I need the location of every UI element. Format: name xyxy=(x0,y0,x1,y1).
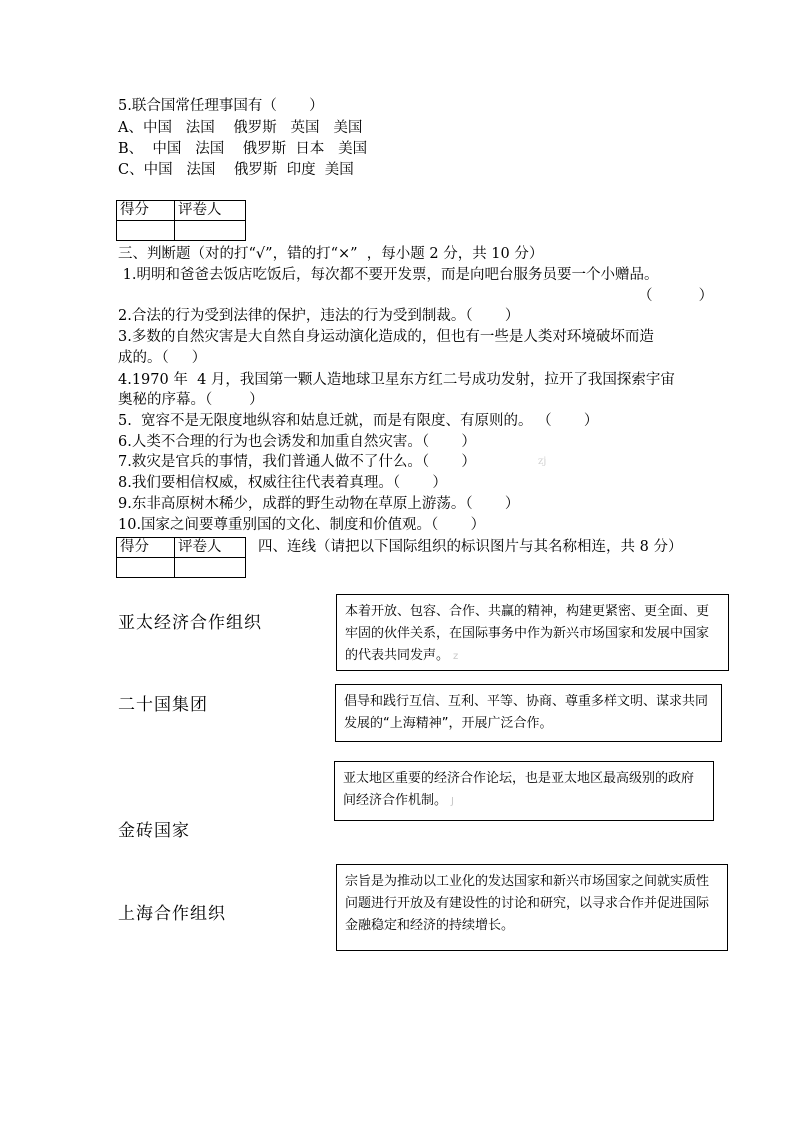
description-box-1[interactable] xyxy=(336,594,729,671)
description-mark: J xyxy=(451,796,454,807)
judge-item-1: 1.明明和爸爸去饭店吃饭后，每次都不要开发票，而是向吧台服务员要一个小赠品。 xyxy=(118,267,659,283)
q5-option-b: B、 中国 法国 俄罗斯 日本 美国 xyxy=(118,141,368,157)
description-box-3[interactable] xyxy=(334,761,714,821)
org-brics[interactable]: 金砖国家 xyxy=(118,821,190,841)
judge-item-8: 8.我们要相信权威，权威往往代表着真理。（ ） xyxy=(118,475,447,491)
judge-item-7: 7.救灾是官兵的事情，我们普通人做不了什么。（ ） xyxy=(118,454,476,470)
judge-item-4: 4.1970 年 4 月，我国第一颗人造地球卫星东方红二号成功发射，拉开了我国探索宇宙 xyxy=(118,372,675,388)
score-label: 得分 xyxy=(117,538,175,558)
judge-item-3: 3.多数的自然灾害是大自然自身运动演化造成的，但也有一些是人类对环境破坏而造 xyxy=(118,329,654,345)
judge-item-3-cont: 成的。（ ） xyxy=(118,350,207,366)
description-text: 倡导和践行互信、互利、平等、协商、尊重多样文明、谋求共同发展的“上海精神”，开展广泛合作。 xyxy=(344,694,709,731)
description-text: 亚太地区重要的经济合作论坛，也是亚太地区最高级别的政府间经济合作机制。 xyxy=(343,771,695,808)
grader-label: 评卷人 xyxy=(175,538,246,558)
description-box-4[interactable] xyxy=(336,864,728,951)
org-apec[interactable]: 亚太经济合作组织 xyxy=(118,613,262,633)
description-text: 宗旨是为推动以工业化的发达国家和新兴市场国家之间就实质性问题进行开放及有建设性的讨论和研究，以寻求合作并促进国际金融稳定和经济的持续增长。 xyxy=(345,874,710,933)
score-cell[interactable] xyxy=(117,221,175,241)
judge-item-9: 9.东非高原树木稀少，成群的野生动物在草原上游荡。（ ） xyxy=(118,496,520,512)
score-label: 得分 xyxy=(117,201,175,221)
section3-title: 三、判断题（对的打“√”，错的打“×” ，每小题 2 分，共 10 分） xyxy=(118,246,544,262)
judge-item-4-cont: 奥秘的序幕。（ ） xyxy=(118,392,264,408)
score-cell[interactable] xyxy=(117,558,175,578)
watermark-mark: zj xyxy=(538,456,547,467)
org-sco[interactable]: 上海合作组织 xyxy=(118,904,226,924)
q5-question: 5.联合国常任理事国有（ ） xyxy=(118,98,324,114)
judge-item-2: 2.合法的行为受到法律的保护，违法的行为受到制裁。（ ） xyxy=(118,308,520,324)
judge-item-1-answer[interactable]: （ ） xyxy=(638,288,714,304)
grader-label: 评卷人 xyxy=(175,201,246,221)
grader-cell[interactable] xyxy=(175,558,246,578)
org-g20[interactable]: 二十国集团 xyxy=(118,695,208,715)
section4-title: 四、连线（请把以下国际组织的标识图片与其名称相连，共 8 分） xyxy=(258,539,683,555)
grader-cell[interactable] xyxy=(175,221,246,241)
judge-item-5: 5. 宽容不是无限度地纵容和姑息迁就，而是有限度、有原则的。 （ ） xyxy=(118,413,599,429)
judge-item-10: 10.国家之间要尊重别国的文化、制度和价值观。（ ） xyxy=(118,517,486,533)
description-mark: z xyxy=(453,651,459,662)
judge-item-6: 6.人类不合理的行为也会诱发和加重自然灾害。（ ） xyxy=(118,434,476,450)
q5-option-c: C、中国 法国 俄罗斯 印度 美国 xyxy=(118,162,354,178)
score-table-section4 xyxy=(116,537,246,578)
description-box-2[interactable] xyxy=(335,684,722,742)
description-text: 本着开放、包容、合作、共赢的精神，构建更紧密、更全面、更牢固的伙伴关系，在国际事务中作为新兴市场国家和发展中国家的代表共同发声。 xyxy=(345,604,710,663)
score-table-section3 xyxy=(116,200,246,241)
q5-option-a: A、中国 法国 俄罗斯 英国 美国 xyxy=(118,120,363,136)
